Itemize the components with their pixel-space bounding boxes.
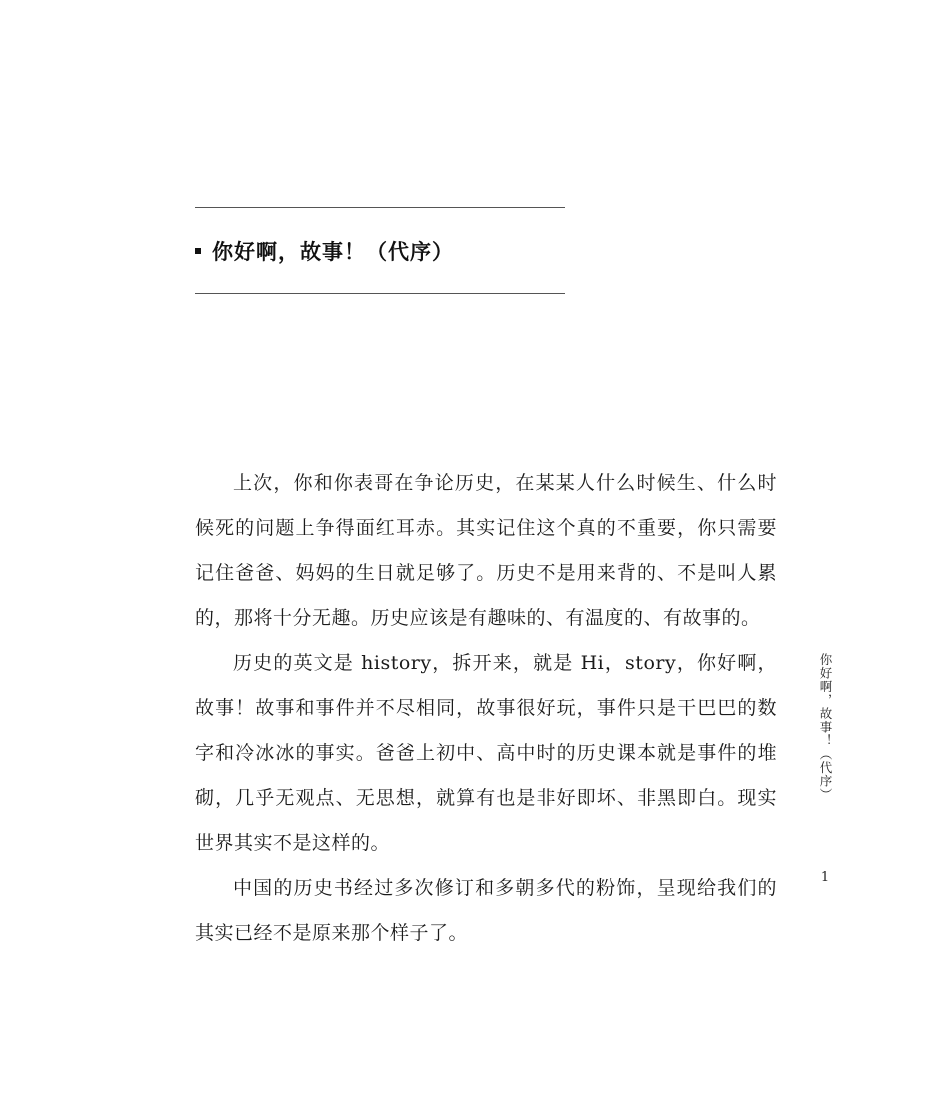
chapter-title: 你好啊，故事！（代序）: [212, 240, 454, 264]
body-text: [195, 461, 777, 956]
square-bullet-icon: [195, 248, 201, 254]
paragraph-2: 历史的英文是 history，拆开来，就是 Hi，story，你好啊，故事！故事和事件并不尽相同，故事很好玩，事件只是干巴巴的数字和冷冰冰的事实。爸爸上初中、高中时的历史课本就是事件的堆砌，几乎无观点、无思想，就算有也是非好即坏、非黑即白。现实世界其实不是这样的。: [195, 652, 777, 854]
paragraph-3: 中国的历史书经过多次修订和多朝多代的粉饰，呈现给我们的其实已经不是原来那个样子了。: [195, 877, 777, 944]
paragraph-1: 上次，你和你表哥在争论历史，在某某人什么时候生、什么时候死的问题上争得面红耳赤。其实记住这个真的不重要，你只需要记住爸爸、妈妈的生日就足够了。历史不是用来背的、不是叫人累的，那将十分无趣。历史应该是有趣味的、有温度的、有故事的。: [195, 472, 777, 629]
page-number: 1: [820, 870, 830, 885]
chapter-heading: [195, 233, 454, 269]
heading-top-rule: [195, 207, 565, 208]
running-title: 你好啊，故事！（代序）: [818, 653, 833, 802]
heading-bottom-rule: [195, 293, 565, 294]
